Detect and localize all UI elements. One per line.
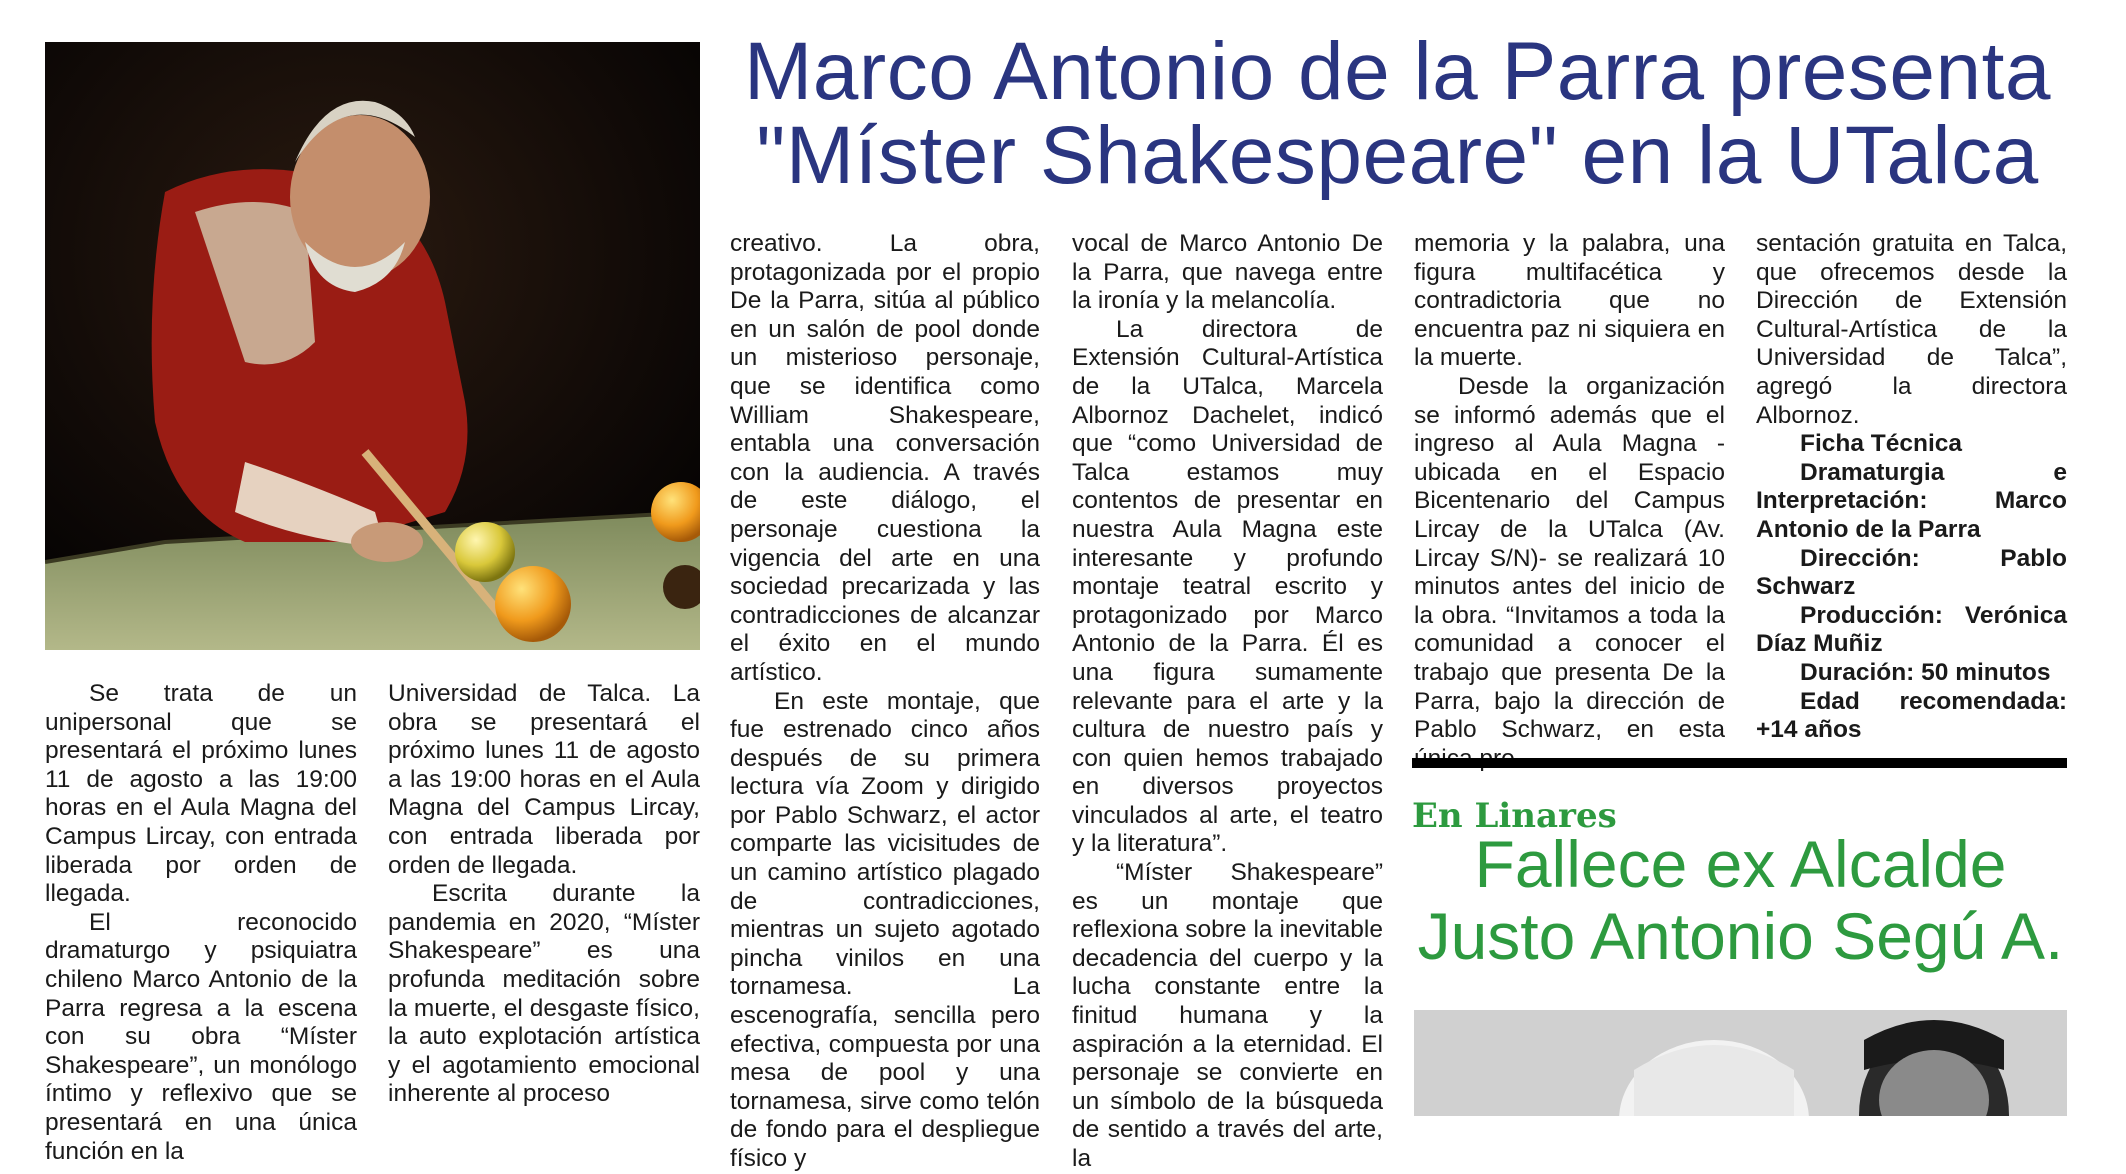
headline-line-1: Fallece ex Alcalde bbox=[1474, 827, 2007, 901]
article-column-6 bbox=[1756, 230, 2067, 745]
ficha-direccion: Dirección: Pablo Schwarz bbox=[1756, 544, 2067, 601]
headline-line-1: Marco Antonio de la Parra presenta bbox=[744, 26, 2051, 117]
paragraph: Desde la organización se informó además que el ingreso al Aula Magna -ubicada en el Espacio Bicentenario del Campus Lircay de la UTalca (Av. Lircay S/N)- se realizará 10 minutos antes del inicio de la obra. “Invitamos a toda la comunidad a conocer el trabajo que presenta De la Parra, bajo la dirección de Pablo Schwarz, en esta bbox=[1414, 372, 1725, 744]
ficha-tecnica-title: Ficha Técnica bbox=[1800, 430, 1963, 458]
second-article-headline bbox=[1408, 828, 2073, 972]
ficha-edad: Edad recomendada: +14 años bbox=[1756, 687, 2067, 744]
paragraph: En este montaje, que fue estrenado cinco años después de su primera lectura vía Zoom y dirigido por Pablo Schwarz, el actor comparte las vicisitudes de un camino artístico plagado de contradicciones, mientras un sujeto agotado pincha vinilos en una tornamesa. La escenografía, sencilla pero efectiva, compuesta por una mesa de pool y una tornamesa, sirve como telón de fondo para el despliegue físico y bbox=[730, 687, 1040, 1172]
paragraph: creativo. La obra, protagonizada por el propio De la Parra, sitúa al público en un salón de pool donde un misterioso personaje, que se identifica como William Shakespeare, entabla una conversación con la audiencia. A través de este diálogo, el personaje cuestiona la vigencia del arte en una sociedad precarizada y las contradicciones de alcanzar el éxito en el mundo artístico. bbox=[730, 230, 1040, 686]
section-kicker: En Linares bbox=[1412, 796, 1617, 836]
ficha-dramaturgia: Dramaturgia e Interpretación: Marco Antonio de la Parra bbox=[1756, 458, 2067, 543]
article-column-1 bbox=[45, 680, 357, 1166]
paragraph: memoria y la palabra, una figura multifacética y contradictoria que no encuentra paz ni siquiera en la muerte. bbox=[1414, 230, 1725, 372]
paragraph: Universidad de Talca. La obra se presentará el próximo lunes 11 de agosto a las 19:00 horas en el Aula Magna del Campus Lircay, con entrada liberada por orden de llegada. bbox=[388, 680, 700, 879]
section-divider bbox=[1412, 758, 2067, 768]
paragraph: vocal de Marco Antonio De la Parra, que navega entre la ironía y la melancolía. bbox=[1072, 230, 1383, 315]
pool-player-photo bbox=[45, 42, 700, 650]
paragraph: La directora de Extensión Cultural-Artística de la UTalca, Marcela Albornoz Dachelet, indicó que “como Universidad de Talca estamos muy contentos de presentar en nuestra Aula Magna este interesante y profundo montaje teatral escrito y protagonizado por Marco Antonio de la Parra. Él es una figura sumamente relevante para el arte y la cultura de nuestro país y con quien hemos trabajado en diversos proyectos vinculados al arte, el teatro y la literatura”. bbox=[1072, 315, 1383, 858]
ficha-produccion: Producción: Verónica Díaz Muñiz bbox=[1756, 601, 2067, 658]
paragraph: “Míster Shakespeare” es un montaje que reflexiona sobre la inevitable decadencia del cuerpo y la lucha constante entre la finitud humana y la aspiración a la eternidad. El personaje se convierte en un símbolo de la búsqueda de sentido a través del arte, la bbox=[1072, 859, 1383, 1172]
article-headline bbox=[720, 26, 2075, 201]
paragraph: sentación gratuita en Talca, que ofrecemos desde la Dirección de Extensión Cultural-Artística de la Universidad de Talca”, agregó la directora Albornoz. bbox=[1756, 230, 2067, 429]
article-column-2 bbox=[388, 680, 700, 1109]
paragraph: Escrita durante la pandemia en 2020, “Míster Shakespeare” es una profunda meditación sobre la muerte, el desgaste físico, la auto explotación artística y el agotamiento emocional inherente al proceso bbox=[388, 880, 700, 1108]
article-column-5 bbox=[1414, 230, 1725, 773]
headline-line-2: Justo Antonio Segú A. bbox=[1417, 899, 2064, 973]
article-column-3 bbox=[730, 230, 1040, 1174]
paragraph: Se trata de un unipersonal que se presentará el próximo lunes 11 de agosto a las 19:00 horas en el Aula Magna del Campus Lircay, con entrada liberada por orden de llegada. bbox=[45, 680, 357, 908]
second-article-photo bbox=[1414, 1010, 2067, 1116]
article-column-4 bbox=[1072, 230, 1383, 1174]
ficha-duracion: Duración: 50 minutos bbox=[1800, 658, 2051, 686]
headline-line-2: "Míster Shakespeare" en la UTalca bbox=[756, 110, 2039, 201]
paragraph: El reconocido dramaturgo y psiquiatra chileno Marco Antonio de la Parra regresa a la escena con su obra “Míster Shakespeare”, un monólogo íntimo y reflexivo que se presentará en una única función en la bbox=[45, 908, 357, 1165]
